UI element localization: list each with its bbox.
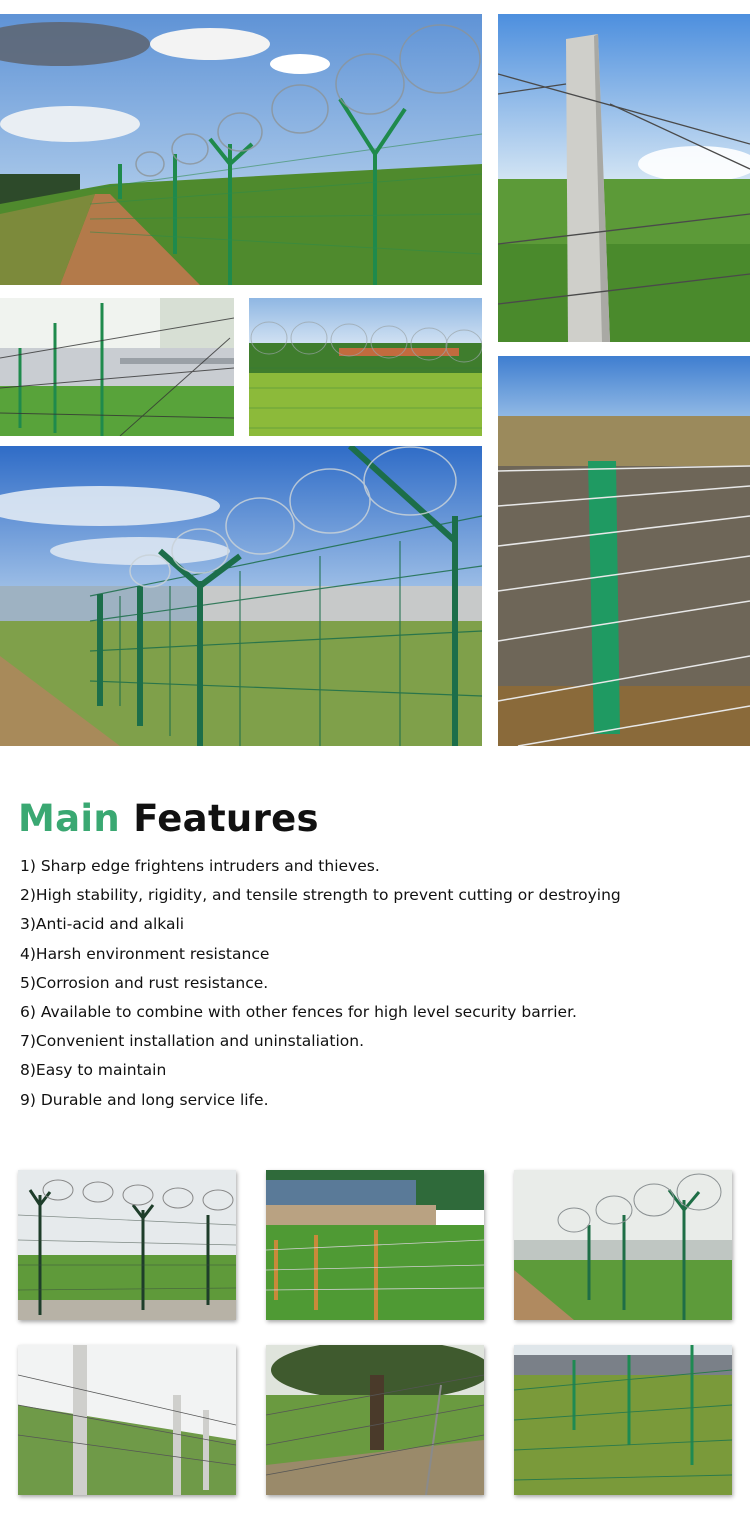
- feature-item: 8)Easy to maintain: [20, 1061, 167, 1080]
- features-list: [20, 852, 621, 1115]
- thumb-concrete-posts-slope: [18, 1345, 236, 1495]
- photo-concrete-post-barbed-wire: [498, 14, 750, 342]
- thumb-y-post-razor-fence: [18, 1170, 236, 1320]
- feature-item: 2)High stability, rigidity, and tensile strength to prevent cutting or destroying: [20, 886, 621, 905]
- photo-razor-wire-fence-walkway: [0, 14, 482, 285]
- heading-rest-word: Features: [133, 797, 319, 840]
- photo-airport-perimeter-fence: [0, 446, 482, 746]
- thumb-razor-fence-road: [514, 1170, 732, 1320]
- photo-green-post-barbed-wire-field: [498, 356, 750, 746]
- feature-item: 7)Convenient installation and uninstaliation.: [20, 1032, 364, 1051]
- thumb-green-post-barbed-grass: [514, 1345, 732, 1495]
- feature-item: 6) Available to combine with other fences for high level security barrier.: [20, 1003, 577, 1022]
- main-features-heading: [18, 797, 319, 840]
- feature-item: 9) Durable and long service life.: [20, 1090, 269, 1109]
- thumb-tree-barbed-fence: [266, 1345, 484, 1495]
- feature-item: 4)Harsh environment resistance: [20, 944, 270, 963]
- photo-road-barbed-fence: [0, 298, 234, 436]
- thumb-wooden-post-farm-fence: [266, 1170, 484, 1320]
- feature-item: 1) Sharp edge frightens intruders and thieves.: [20, 857, 380, 875]
- heading-accent-word: Main: [18, 797, 121, 840]
- feature-item: 3)Anti-acid and alkali: [20, 915, 185, 934]
- feature-item: 5)Corrosion and rust resistance.: [20, 973, 269, 992]
- photo-green-mesh-field: [249, 298, 482, 436]
